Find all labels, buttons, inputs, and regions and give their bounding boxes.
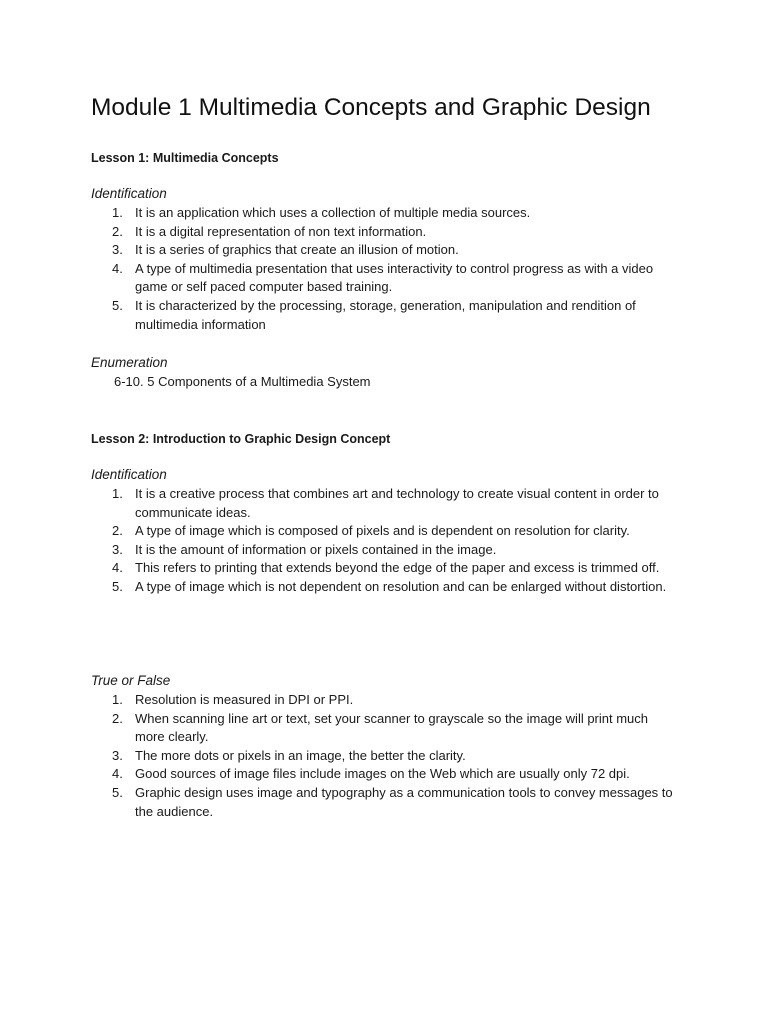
- list-item: [91, 765, 681, 784]
- item-number: 2.: [112, 710, 123, 726]
- item-text: It is an application which uses a collection of multiple media sources.: [135, 205, 531, 220]
- lesson-2-identification-label: Identification: [91, 467, 167, 482]
- item-text: It is a creative process that combines art and technology to create visual content in order to communicate ideas.: [135, 486, 659, 520]
- list-item: [91, 710, 681, 747]
- item-text: Graphic design uses image and typography as a communication tools to convey messages to the audience.: [135, 784, 673, 819]
- item-number: 4.: [112, 766, 123, 782]
- item-number: 1.: [112, 692, 123, 707]
- lesson-2-heading: Lesson 2: Introduction to Graphic Design Concept: [91, 432, 391, 446]
- list-item: [91, 241, 681, 260]
- list-item: [91, 578, 681, 597]
- item-text: A type of image which is composed of pixels and is dependent on resolution for clarity.: [135, 523, 630, 539]
- item-number: 1.: [112, 486, 123, 501]
- item-text: When scanning line art or text, set your scanner to grayscale so the image will print much more clearly.: [135, 710, 649, 745]
- lesson-1-heading: Lesson 1: Multimedia Concepts: [91, 151, 279, 165]
- item-number: 1.: [112, 205, 123, 220]
- item-text: It is a series of graphics that create an illusion of motion.: [135, 242, 459, 258]
- item-text: It is a digital representation of non text information.: [135, 223, 427, 239]
- lesson-1-identification-label: Identification: [91, 186, 167, 201]
- item-text: This refers to printing that extends beyond the edge of the paper and excess is trimmed off.: [135, 560, 660, 576]
- list-item: [91, 784, 681, 821]
- item-number: 5.: [112, 784, 123, 800]
- item-number: 3.: [112, 747, 123, 763]
- list-item: [91, 559, 681, 578]
- list-item: [91, 522, 681, 541]
- list-item: [91, 541, 681, 560]
- item-text: A type of multimedia presentation that uses interactivity to control progress as with a video game or self paced computer based training.: [135, 260, 654, 295]
- item-number: 5.: [112, 297, 123, 313]
- lesson-2-true-or-false-list: [91, 691, 681, 821]
- list-item: [91, 260, 681, 297]
- item-text: Resolution is measured in DPI or PPI.: [135, 692, 354, 707]
- item-number: 3.: [112, 242, 123, 258]
- item-text: A type of image which is not dependent on resolution and can be enlarged without distortion.: [135, 578, 667, 594]
- list-item: [91, 297, 681, 334]
- list-item: [91, 747, 681, 766]
- document-title: Module 1 Multimedia Concepts and Graphic Design: [91, 94, 651, 121]
- item-number: 5.: [112, 578, 123, 594]
- item-text: The more dots or pixels in an image, the better the clarity.: [135, 747, 466, 763]
- list-item: [91, 223, 681, 242]
- item-number: 3.: [112, 541, 123, 557]
- list-item: [91, 204, 681, 223]
- item-text: It is the amount of information or pixels contained in the image.: [135, 541, 497, 557]
- list-item: [91, 691, 681, 710]
- list-item: [91, 485, 681, 522]
- lesson-1-enumeration-label: Enumeration: [91, 355, 168, 370]
- item-text: Good sources of image files include images on the Web which are usually only 72 dpi.: [135, 766, 630, 782]
- item-number: 2.: [112, 223, 123, 239]
- item-number: 2.: [112, 523, 123, 539]
- lesson-1-enumeration-text: 6-10. 5 Components of a Multimedia System: [114, 374, 371, 389]
- item-text: It is characterized by the processing, storage, generation, manipulation and rendition of multimedia information: [135, 297, 636, 332]
- lesson-1-identification-list: [91, 204, 681, 334]
- lesson-2-identification-list: [91, 485, 681, 597]
- item-number: 4.: [112, 560, 123, 576]
- item-number: 4.: [112, 260, 123, 276]
- lesson-2-true-or-false-label: True or False: [91, 673, 171, 688]
